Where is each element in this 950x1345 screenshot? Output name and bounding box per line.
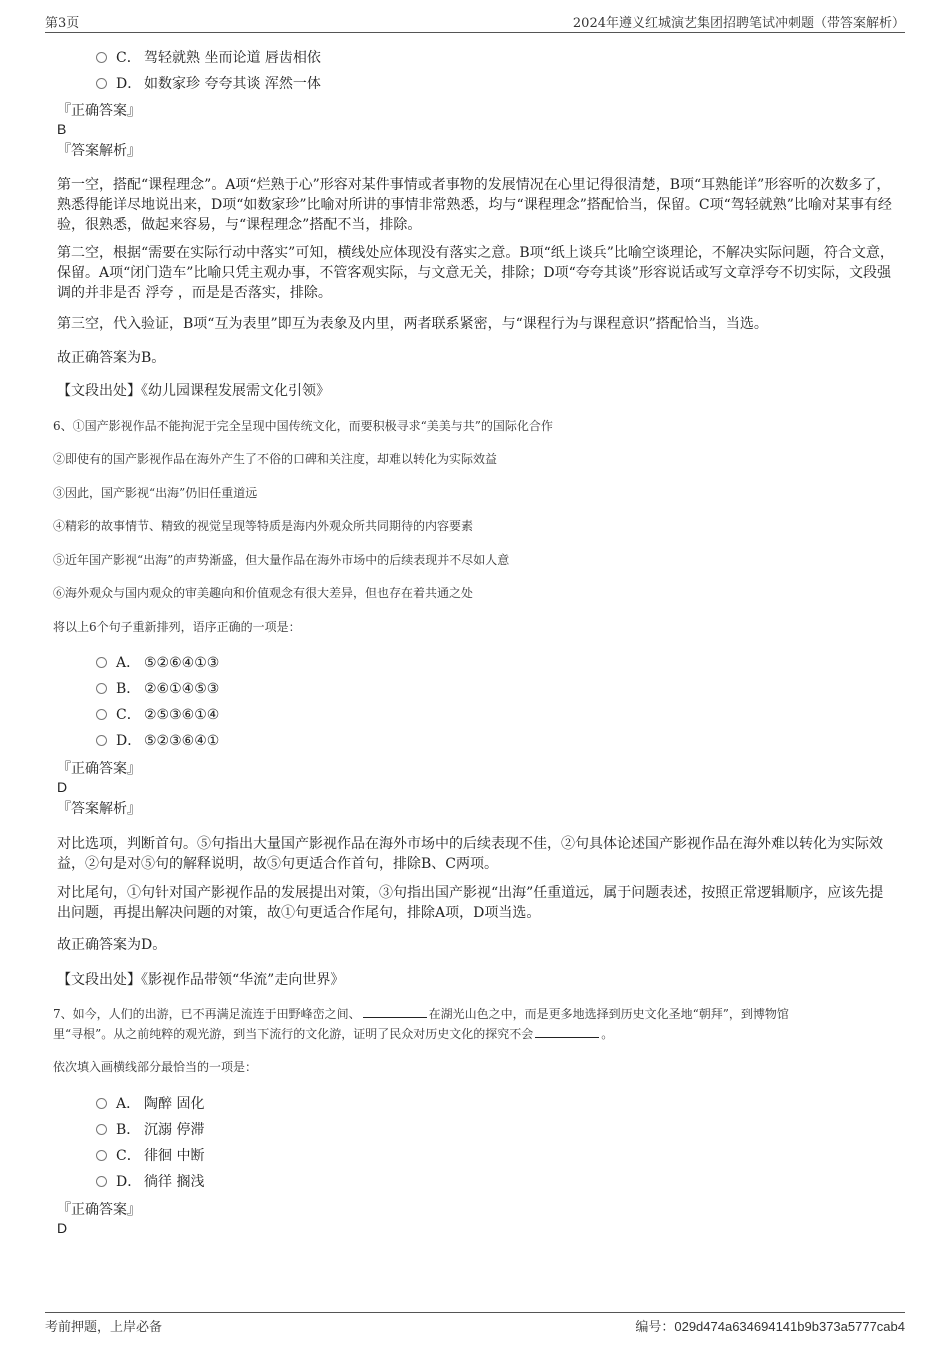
- q6-answer: D: [57, 779, 68, 795]
- fill-blank: [363, 1005, 427, 1018]
- q7-prompt: 依次填入画横线部分最恰当的一项是：: [53, 1060, 258, 1074]
- q6-option-c[interactable]: C． ②⑤③⑥①④: [96, 705, 219, 725]
- q5-option-d[interactable]: D． 如数家珍 夸夸其谈 浑然一体: [96, 74, 321, 94]
- q7-answer: D: [57, 1220, 68, 1236]
- q5-source: 【文段出处】《幼儿园课程发展需文化引领》: [57, 383, 330, 399]
- q6-sentence: ⑥海外观众与国内观众的审美趣向和价值观念有很大差异，但也存在着共通之处: [53, 586, 474, 600]
- q5-analysis-paragraph: 第二空，根据“需要在实际行动中落实”可知，横线处应体现没有落实之意。B项“纸上谈兵”比喻空谈理论，不解决实际问题，符合文意，保留。A项“闭门造车”比喻只凭主观办事，不管客观实际，与文意无关，排除；D项“夸夸其谈”形容说话或写文章浮夸不切实际，文段强调的并非是否 浮夸 ，而是是否落实，排除。: [57, 245, 894, 301]
- page-header: [45, 12, 905, 33]
- q5-analysis-conclusion: 故正确答案为B。: [57, 350, 166, 366]
- q6-prompt: 将以上6个句子重新排列，语序正确的一项是：: [53, 620, 301, 634]
- radio-icon[interactable]: [96, 1098, 107, 1109]
- q6-analysis-label: 『答案解析』: [57, 801, 141, 817]
- radio-icon[interactable]: [96, 657, 107, 668]
- radio-icon[interactable]: [96, 683, 107, 694]
- q7-answer-label: 『正确答案』: [57, 1202, 141, 1218]
- document-title: 2024年遵义红城演艺集团招聘笔试冲刺题（带答案解析）: [572, 16, 905, 31]
- radio-icon[interactable]: [96, 1150, 107, 1161]
- q6-sentence: ⑤近年国产影视“出海”的声势渐盛，但大量作品在海外市场中的后续表现并不尽如人意: [53, 553, 510, 567]
- q6-source: 【文段出处】《影视作品带领“华流”走向世界》: [57, 972, 345, 988]
- q7-option-c[interactable]: C． 徘徊 中断: [96, 1146, 204, 1166]
- q5-analysis-label: 『答案解析』: [57, 143, 141, 159]
- footer-slogan: 考前押题，上岸必备: [45, 1320, 163, 1335]
- page-number: 第3页: [45, 16, 80, 31]
- q6-analysis-conclusion: 故正确答案为D。: [57, 937, 167, 953]
- q6-answer-label: 『正确答案』: [57, 761, 141, 777]
- q7-option-b[interactable]: B． 沉溺 停滞: [96, 1120, 204, 1140]
- radio-icon[interactable]: [96, 1176, 107, 1187]
- q5-analysis-paragraph: 第一空，搭配“课程理念”。A项“烂熟于心”形容对某件事情或者事物的发展情况在心里记得很清楚，B项“耳熟能详”形容听的次数多了，熟悉得能详尽地说出来，D项“如数家珍”比喻对所讲的事情非常熟悉，均与“课程理念”搭配恰当，保留。C项“驾轻就熟”比喻对某事有经验，很熟悉，做起来容易，与“课程理念”搭配不当，排除。: [57, 177, 892, 233]
- q6-sentence: 6、①国产影视作品不能拘泥于完全呈现中国传统文化，而要积极寻求“美美与共”的国际化合作: [53, 419, 553, 433]
- radio-icon[interactable]: [96, 52, 107, 63]
- radio-icon[interactable]: [96, 78, 107, 89]
- q6-option-a[interactable]: A． ⑤②⑥④①③: [96, 653, 219, 673]
- q6-option-b[interactable]: B． ②⑥①④⑤③: [96, 679, 219, 699]
- page-footer: [45, 1312, 905, 1335]
- q5-answer-label: 『正确答案』: [57, 103, 141, 119]
- q5-analysis-paragraph: 第三空，代入验证，B项“互为表里”即互为表象及内里，两者联系紧密，与“课程行为与课程意识”搭配恰当，当选。: [57, 316, 768, 332]
- q6-analysis-paragraph: 对比尾句，①句针对国产影视作品的发展提出对策，③句指出国产影视“出海”任重道远，属于问题表述，按照正常逻辑顺序，应该先提出问题，再提出解决问题的对策，故①句更适合作尾句，排除A项，D项当选。: [57, 885, 884, 921]
- q6-option-d[interactable]: D． ⑤②③⑥④①: [96, 731, 219, 751]
- q5-answer: B: [57, 121, 67, 137]
- footer-code: 编号：029d474a634694141b9b373a5777cab4: [635, 1319, 905, 1335]
- q6-sentence: ③因此，国产影视“出海”仍旧任重道远: [53, 486, 258, 500]
- q7-stem: 7、如今，人们的出游，已不再满足流连于田野峰峦之间、 在湖光山色之中，而是更多地选择到历史文化圣地“朝拜”，到博物馆 里“寻根”。从之前纯粹的观光游，到当下流行的文化游，证明了民众对历史文化的探究不会 。: [53, 1007, 789, 1041]
- q7-option-d[interactable]: D． 徜徉 搁浅: [96, 1172, 204, 1192]
- q6-sentence: ④精彩的故事情节、精致的视觉呈现等特质是海内外观众所共同期待的内容要素: [53, 519, 474, 533]
- fill-blank: [535, 1025, 599, 1038]
- radio-icon[interactable]: [96, 735, 107, 746]
- q6-sentence: ②即使有的国产影视作品在海外产生了不俗的口碑和关注度，却难以转化为实际效益: [53, 452, 498, 466]
- radio-icon[interactable]: [96, 1124, 107, 1135]
- radio-icon[interactable]: [96, 709, 107, 720]
- q7-option-a[interactable]: A． 陶醉 固化: [96, 1094, 204, 1114]
- q5-option-c[interactable]: C． 驾轻就熟 坐而论道 唇齿相依: [96, 48, 321, 68]
- q6-analysis-paragraph: 对比选项，判断首句。⑤句指出大量国产影视作品在海外市场中的后续表现不佳，②句具体论述国产影视作品在海外难以转化为实际效益，②句是对⑤句的解释说明，故⑤句更适合作首句，排除B、C两项。: [57, 836, 883, 872]
